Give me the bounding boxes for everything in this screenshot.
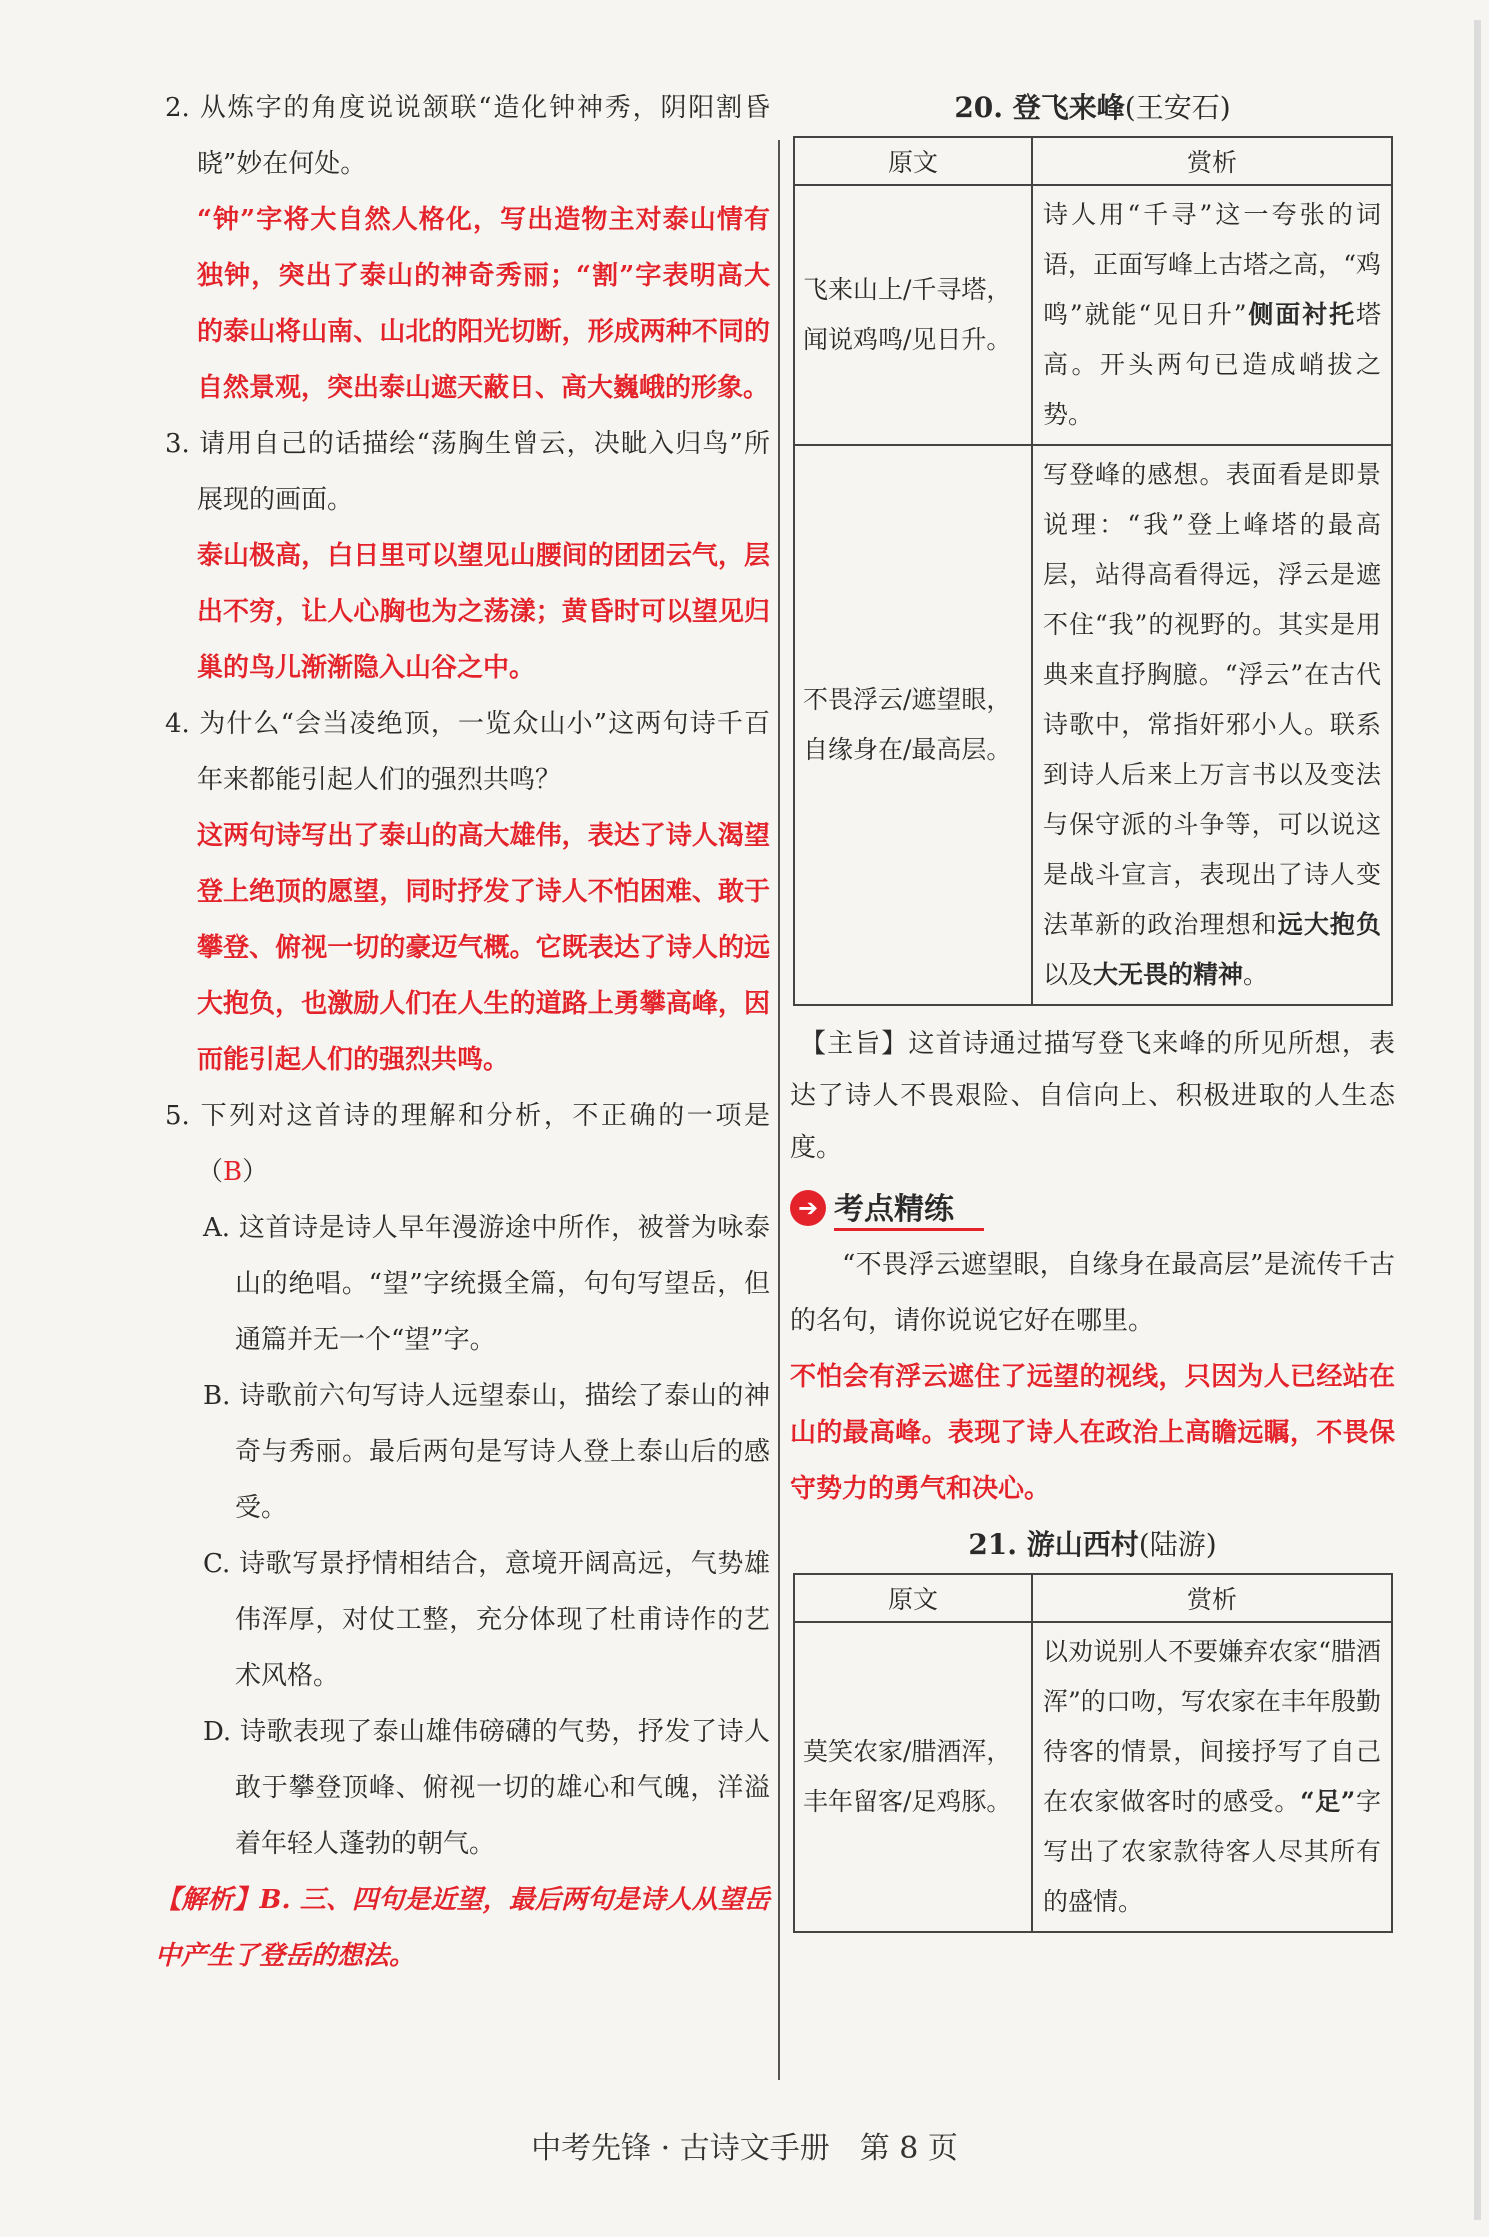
col-original: 原文 <box>794 1574 1032 1622</box>
row1-original: 飞来山上/千寻塔，闻说鸡鸣/见日升。 <box>794 185 1032 445</box>
table-row <box>794 185 1392 445</box>
poem21-row1-analysis-a: 以劝说别人不要嫌弃农家“腊酒浑”的口吻，写农家在丰年殷勤待客的情景，间接抒写了自己在农家做客时的感受。 <box>1043 1637 1381 1816</box>
table-row <box>794 1622 1392 1932</box>
option-a: A. 这首诗是诗人早年漫游途中所作，被誉为咏泰山的绝唱。“望”字统摄全篇，句句写望岳，但通篇并无一个“望”字。 <box>203 1213 770 1355</box>
poem21-table <box>793 1573 1393 1933</box>
column-divider <box>778 140 780 2080</box>
poem21-row1-analysis-b: 字写出了农家款待客人尽其所有的盛情。 <box>1043 1787 1381 1916</box>
arrow-right-icon: ➔ <box>790 1190 826 1226</box>
row2-analysis-a: 写登峰的感想。表面看是即景说理：“我”登上峰塔的最高层，站得高看得远，浮云是遮不住“我”的视野的。其实是用典来直抒胸臆。“浮云”在古代诗歌中，常指奸邪小人。联系到诗人后来上万言书以及变法与保守派的斗争等，可以说这是战斗宣言，表现出了诗人变法革新的政治理想和 <box>1043 460 1381 939</box>
poem21-row1-original: 莫笑农家/腊酒浑，丰年留客/足鸡豚。 <box>794 1622 1032 1932</box>
table-header-row <box>794 1574 1392 1622</box>
poem20-title-text: 20. 登飞来峰 <box>954 91 1125 124</box>
page-footer: 中考先锋 · 古诗文手册 第 8 页 <box>531 2131 958 2166</box>
question-2: 2. 从炼字的角度说说颔联“造化钟神秀，阴阳割昏晓”妙在何处。 <box>165 93 770 179</box>
practice-heading-label: 考点精练 <box>834 1184 984 1231</box>
question-3: 3. 请用自己的话描绘“荡胸生曾云，决眦入归鸟”所展现的画面。 <box>165 429 770 515</box>
col-analysis: 赏析 <box>1032 137 1392 185</box>
col-analysis: 赏析 <box>1032 1574 1392 1622</box>
poem20-title <box>790 80 1395 136</box>
option-d: D. 诗歌表现了泰山雄伟磅礴的气势，抒发了诗人敢于攀登顶峰、俯视一切的雄心和气魄，洋溢着年轻人蓬勃的朝气。 <box>203 1717 770 1859</box>
left-column <box>155 80 770 1984</box>
poem20-author: (王安石) <box>1124 91 1231 124</box>
question-5-close: ） <box>242 1157 269 1187</box>
row1-analysis-bold: 侧面衬托 <box>1246 300 1356 329</box>
poem21-row1-analysis <box>1032 1622 1392 1932</box>
question-4: 4. 为什么“会当凌绝顶，一览众山小”这两句诗千百年来都能引起人们的强烈共鸣？ <box>165 709 770 795</box>
row2-analysis-bold1: 远大抱负 <box>1277 910 1381 939</box>
practice-heading <box>790 1184 1395 1231</box>
answer-4: 这两句诗写出了泰山的高大雄伟，表达了诗人渴望登上绝顶的愿望，同时抒发了诗人不怕困难、敢于攀登、俯视一切的豪迈气概。它既表达了诗人的远大抱负，也激励人们在人生的道路上勇攀高峰，因而能引起人们的强烈共鸣。 <box>197 821 770 1075</box>
row2-analysis-mid: 以及 <box>1043 960 1094 989</box>
answer-2: “钟”字将大自然人格化，写出造物主对泰山情有独钟，突出了泰山的神奇秀丽；“割”字表明高大的泰山将山南、山北的阳光切断，形成两种不同的自然景观，突出泰山遮天蔽日、高大巍峨的形象。 <box>197 205 770 403</box>
practice-answer: 不怕会有浮云遮住了远望的视线，只因为人已经站在山的最高峰。表现了诗人在政治上高瞻远瞩，不畏保守势力的勇气和决心。 <box>790 1362 1395 1504</box>
question-5-text: 5. 下列对这首诗的理解和分析，不正确的一项是（ <box>165 1101 770 1187</box>
page-edge-shadow <box>1474 20 1481 2220</box>
table-row <box>794 445 1392 1005</box>
poem21-title <box>790 1517 1395 1573</box>
option-c: C. 诗歌写景抒情相结合，意境开阔高远，气势雄伟浑厚，对仗工整，充分体现了杜甫诗作的艺术风格。 <box>203 1549 770 1691</box>
table-header-row <box>794 137 1392 185</box>
row2-analysis <box>1032 445 1392 1005</box>
analysis: 【解析】B. 三、四句是近望，最后两句是诗人从望岳中产生了登岳的想法。 <box>155 1885 770 1971</box>
row2-analysis-end: 。 <box>1243 960 1269 989</box>
row1-analysis <box>1032 185 1392 445</box>
poem21-title-text: 21. 游山西村 <box>968 1528 1139 1561</box>
row1-analysis-a: 诗人用“千寻”这一夸张的词语，正面写峰上古塔之高，“鸡鸣”就能“见日升” <box>1043 200 1381 329</box>
poem20-theme: 【主旨】这首诗通过描写登飞来峰的所见所想，表达了诗人不畏艰险、自信向上、积极进取的人生态度。 <box>790 1029 1395 1163</box>
answer-3: 泰山极高，白日里可以望见山腰间的团团云气，层出不穷，让人心胸也为之荡漾；黄昏时可以望见归巢的鸟儿渐渐隐入山谷之中。 <box>197 541 770 683</box>
option-b: B. 诗歌前六句写诗人远望泰山，描绘了泰山的神奇与秀丽。最后两句是写诗人登上泰山后的感受。 <box>203 1381 770 1523</box>
row2-analysis-bold2: 大无畏的精神 <box>1093 960 1244 989</box>
question-5 <box>165 1088 770 1200</box>
col-original: 原文 <box>794 137 1032 185</box>
row1-analysis-b: 塔高。开头两句已造成峭拔之势。 <box>1043 300 1381 429</box>
poem20-table <box>793 136 1393 1006</box>
right-column <box>790 80 1395 1933</box>
practice-question: “不畏浮云遮望眼，自缘身在最高层”是流传千古的名句，请你说说它好在哪里。 <box>790 1250 1395 1336</box>
row2-original: 不畏浮云/遮望眼，自缘身在/最高层。 <box>794 445 1032 1005</box>
poem21-row1-analysis-bold: “足” <box>1300 1787 1356 1816</box>
question-5-answer: B <box>223 1157 243 1187</box>
poem21-author: (陆游) <box>1138 1528 1217 1561</box>
